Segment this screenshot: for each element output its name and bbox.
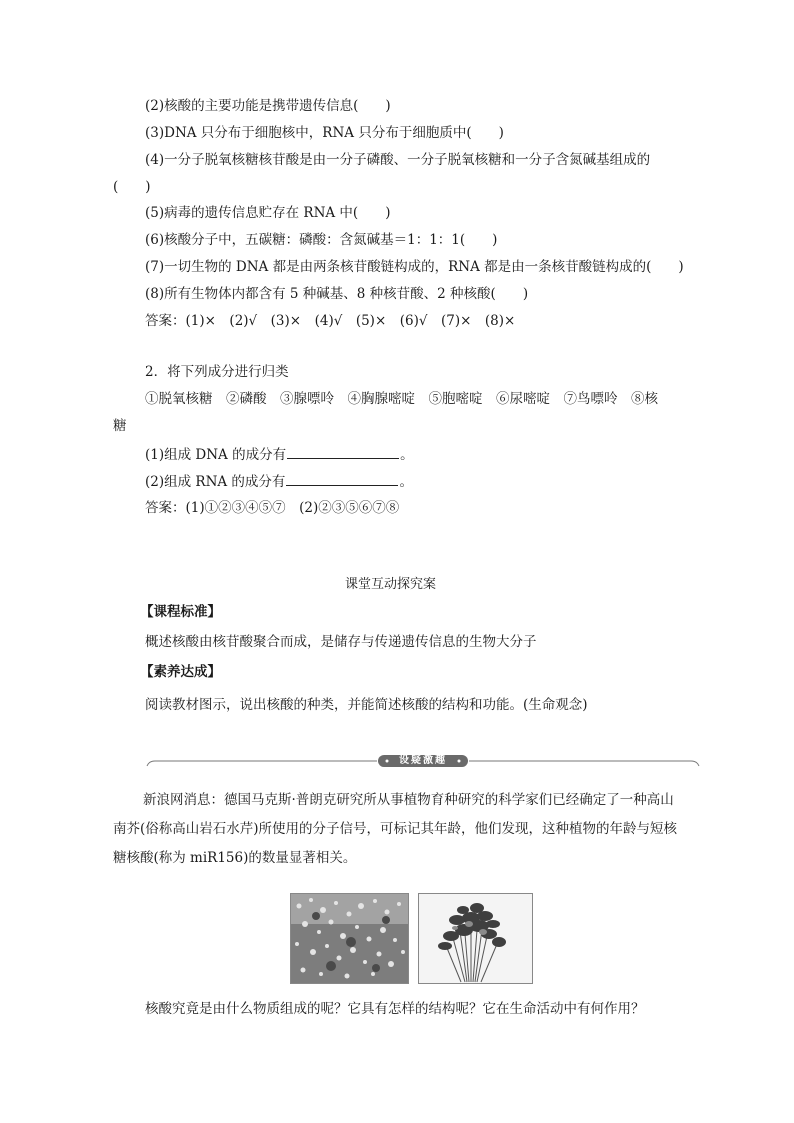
classify-q2-prefix: (2)组成 RNA 的成分有 [145,474,286,490]
classify-q1 [145,444,414,465]
classify-q2-suffix: 。 [399,474,413,490]
judge-item-6: (6)核酸分子中，五碳糖：磷酸：含氮碱基＝1：1：1( ) [145,232,498,248]
classify-answer: 答案：(1)①②③④⑤⑦ (2)②③⑤⑥⑦⑧ [145,500,400,516]
section-title: 课堂互动探究案 [345,577,437,592]
divider-badge-text: 设疑激趣 [399,755,447,766]
classify-q1-suffix: 。 [400,447,414,463]
cress-image [419,894,532,983]
classify-q2 [145,471,413,492]
classify-components: ①脱氧核糖 ②磷酸 ③腺嘌呤 ④胸腺嘧啶 ⑤胞嘧啶 ⑥尿嘧啶 ⑦鸟嘌呤 ⑧核 [145,391,658,407]
flower-photo [290,893,409,984]
closing-question: 核酸究竟是由什么物质组成的呢？它具有怎样的结构呢？它在生命活动中有何作用？ [145,1001,645,1017]
standard-text: 概述核酸由核苷酸聚合而成，是储存与传递遗传信息的生物大分子 [145,634,537,650]
judge-answer: 答案：(1)× (2)√ (3)× (4)√ (5)× (6)√ (7)× (8)× [145,313,516,329]
news-paragraph: 新浪网消息：德国马克斯·普朗克研究所从事植物育种研究的科学家们已经确定了一种高山南芥(俗称高山岩石水芹)所使用的分子信号，可标记其年龄，他们发现，这种植物的年龄与短核糖核酸(称为 miR156)的数量显著相关。 [113,792,678,866]
classify-title: 2．将下列成分进行归类 [145,364,289,380]
literacy-heading: 【素养达成】 [140,664,221,680]
judge-item-7: (7)一切生物的 DNA 都是由两条核苷酸链构成的，RNA 都是由一条核苷酸链构成的( ) [145,259,684,275]
classify-components-cont: 糖 [113,418,127,434]
flower-image [291,894,408,983]
cress-photo [418,893,533,984]
judge-item-5: (5)病毒的遗传信息贮存在 RNA 中( ) [145,205,391,221]
answer-blank[interactable] [286,471,398,486]
answer-blank[interactable] [287,444,399,459]
judge-item-4: (4)一分子脱氧核糖核苷酸是由一分子磷酸、一分子脱氧核糖和一分子含氮碱基组成的 [145,152,651,168]
judge-item-4-cont: ( ) [113,179,151,195]
judge-item-2: (2)核酸的主要功能是携带遗传信息( ) [145,98,391,114]
judge-item-8: (8)所有生物体内都含有 5 种碱基、8 种核苷酸、2 种核酸( ) [145,286,529,302]
judge-item-3: (3)DNA 只分布于细胞核中，RNA 只分布于细胞质中( ) [145,125,504,141]
standard-heading: 【课程标准】 [140,604,221,620]
classify-q1-prefix: (1)组成 DNA 的成分有 [145,447,287,463]
section-divider [145,752,701,772]
literacy-text: 阅读教材图示，说出核酸的种类，并能简述核酸的结构和功能。(生命观念) [145,697,588,713]
